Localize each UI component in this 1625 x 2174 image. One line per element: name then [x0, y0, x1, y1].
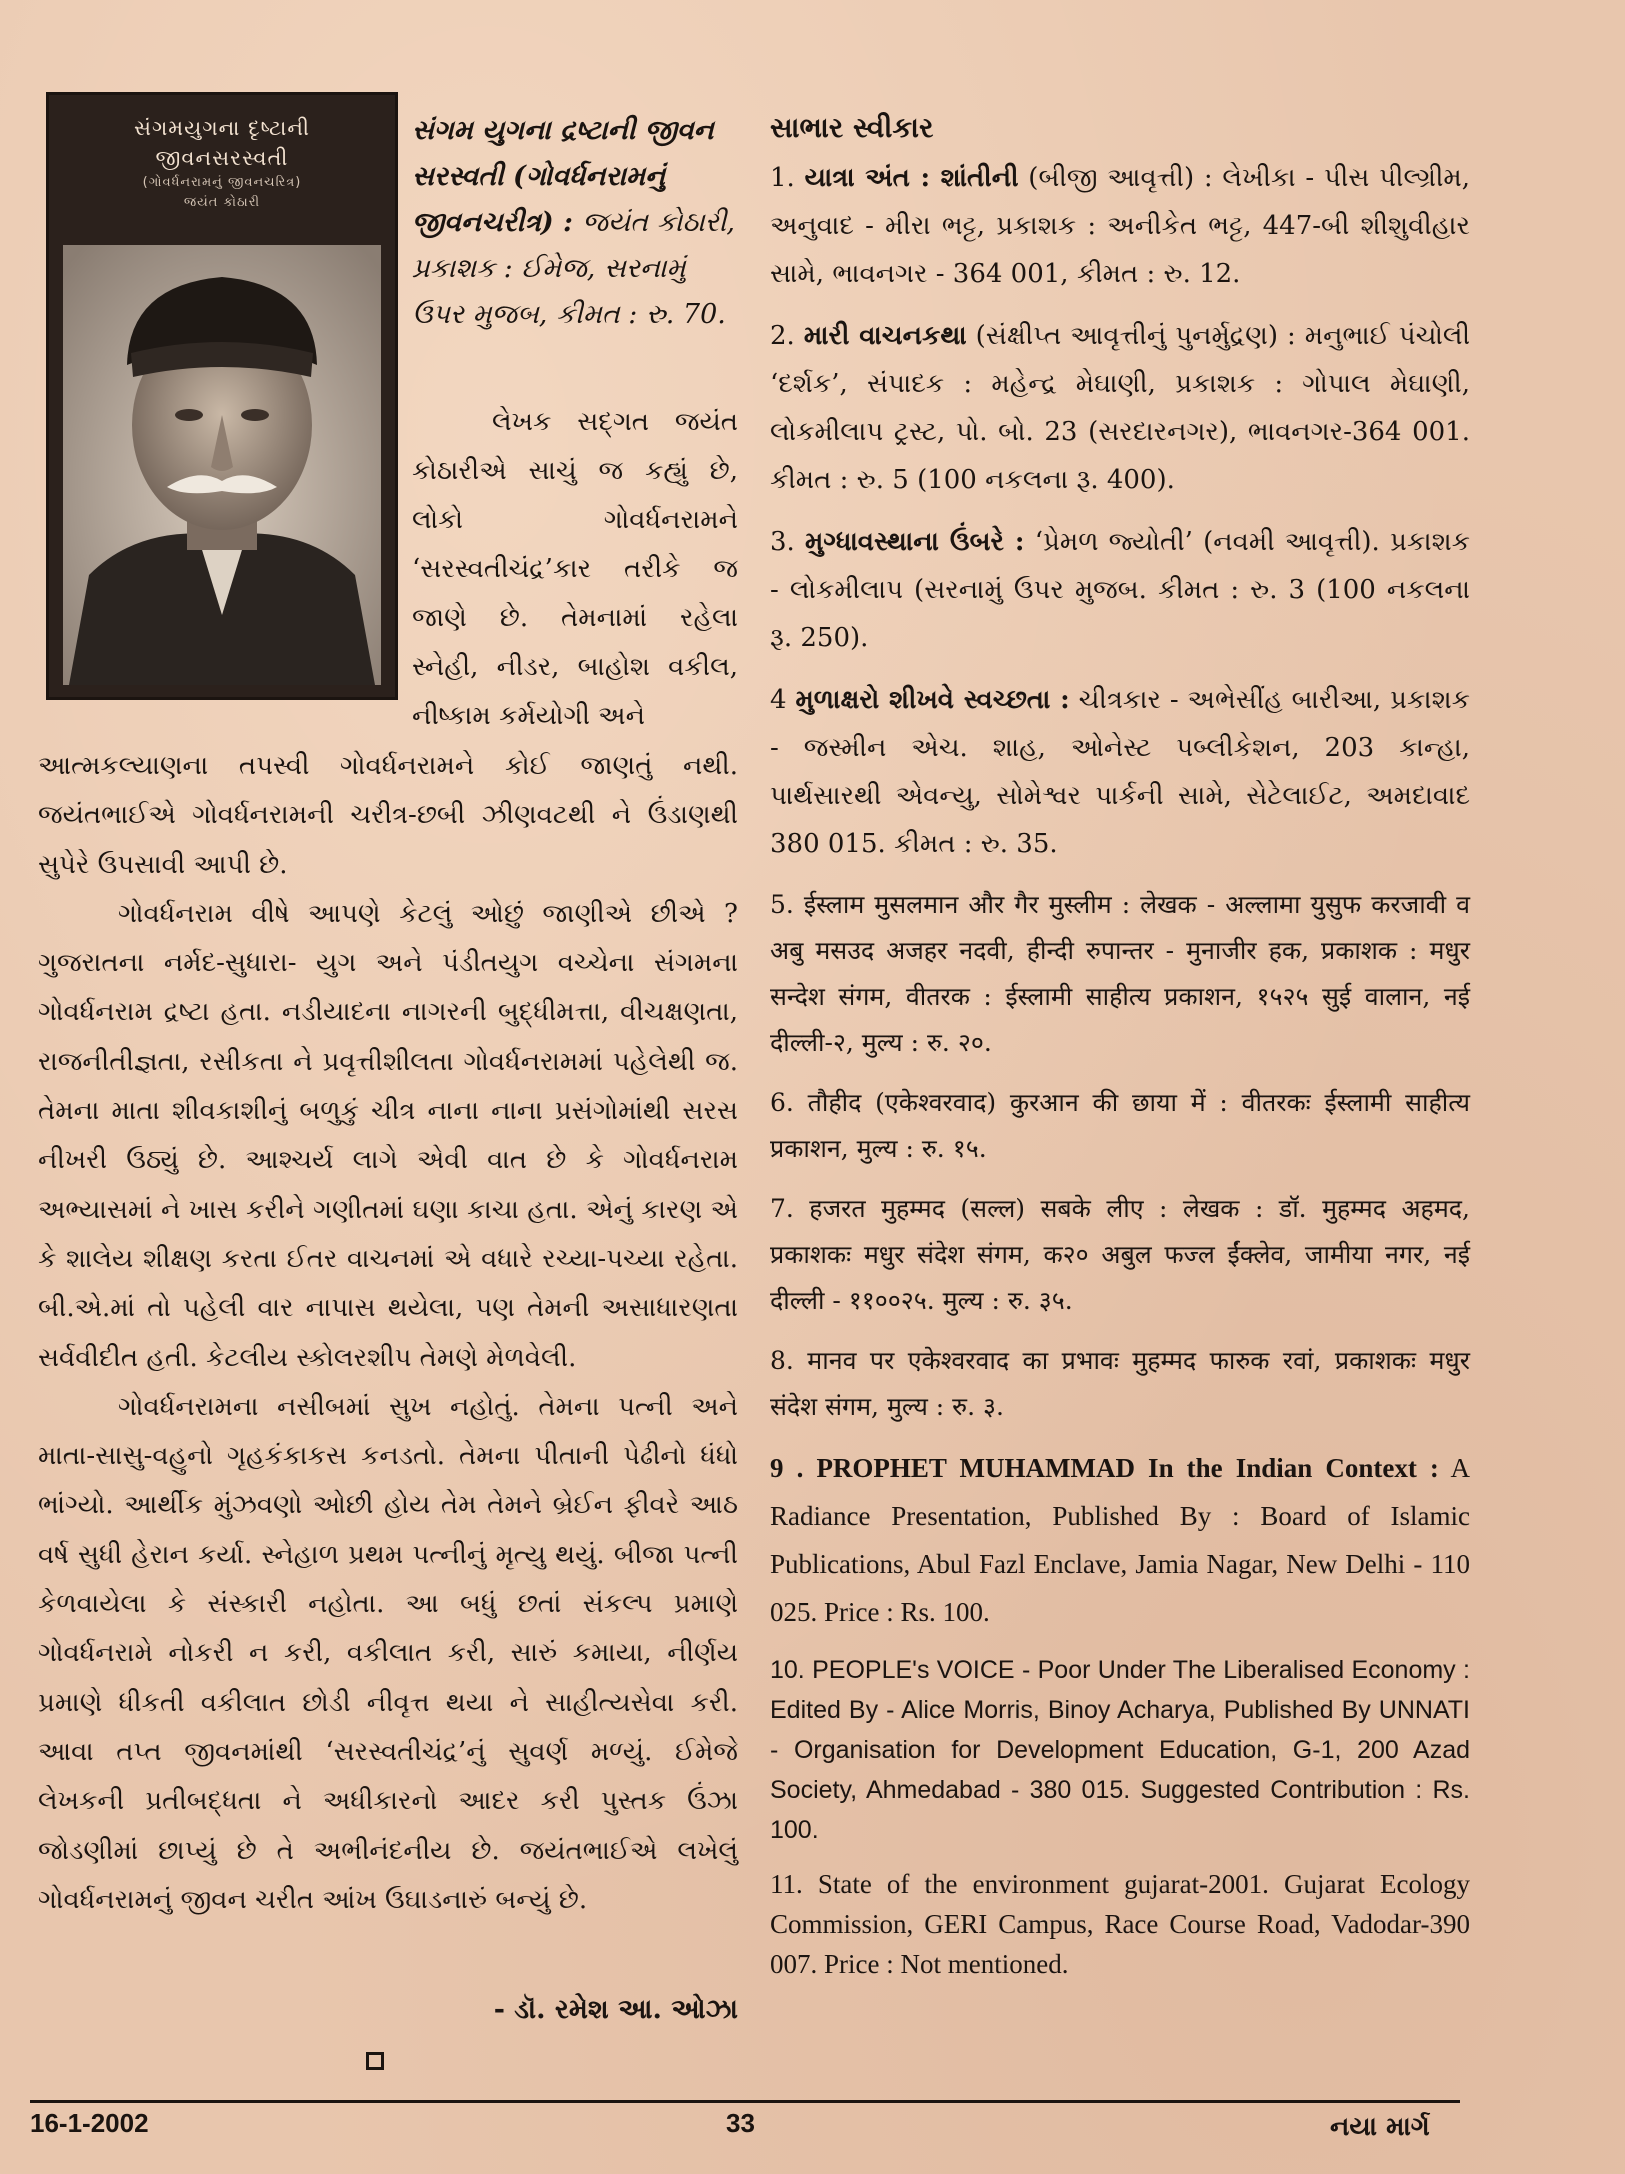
review-book-meta: જયંત કોઠારી, પ્રકાશક : ઈમેજ, સરનામું ઉપર મુજબ, કીમત : રુ. 70.: [412, 207, 735, 330]
book-cover-line2: જીવનસરસ્વતી: [155, 146, 289, 170]
ack-num: 7.: [770, 1194, 794, 1223]
review-book-title: સંગમ યુગના દ્રષ્ટાની જીવન સરસ્વતી (ગોવર્ધનરામનું જીવનચરીત્ર) :: [412, 115, 714, 238]
ack-title: મારી વાચનકથા: [803, 321, 967, 351]
ack-details: ईस्लाम मुसलमान और गैर मुस्लीम : लेखक - अल्लामा युसुफ करजावी व अबु मसउद अजहर नदवी, हीन्दी रुपान्तर - मुनाजीर हक, प्रकाशक : मधुर सन्देश संगम, वीतरक : ईस्लामी साहीत्य प्रकाशन, १५२५ सुई वालान, नई दील्ली-२, मुल्य : रु. २०.: [770, 890, 1470, 1057]
ack-entry-11: [770, 1864, 1470, 1984]
ack-title: મુળાક્ષરો શીખવે સ્વચ્છતા :: [795, 685, 1070, 715]
ack-entry-1: [770, 154, 1470, 298]
end-mark-icon: [366, 2052, 384, 2070]
ack-details: मानव पर एकेश्वरवाद का प्रभावः मुहम्मद फारुक रवां, प्रकाशकः मधुर संदेश संगम, मुल्य : रु. ३.: [770, 1346, 1470, 1421]
book-cover-title: [49, 113, 395, 213]
ack-num: 5.: [770, 890, 794, 919]
ack-num: 8.: [770, 1346, 794, 1375]
ack-entry-4: [770, 676, 1470, 868]
ack-entry-10: [770, 1650, 1470, 1850]
ack-num: 3.: [770, 527, 795, 557]
ack-details: ચીત્રકાર - અભેસીંહ બારીઆ, પ્રકાશક - જસ્મીન એચ. શાહ, ઓનેસ્ટ પબ્લીકેશન, 203 કાન્હા, પાર્થસારથી એવન્યુ, સોમેશ્વર પાર્કની સામે, સેટેલાઈટ, અમદાવાદ 380 015. કીમત : રુ. 35.: [770, 685, 1471, 859]
ack-details: State of the environment gujarat-2001. Gujarat Ecology Commission, GERI Campus, Race Course Road, Vadodar-390 007. Price : Not mentioned.: [770, 1869, 1470, 1979]
ack-entry-3: [770, 518, 1470, 662]
footer-date: 16-1-2002: [30, 2108, 149, 2138]
ack-title: યાત્રા અંત : શાંતીની: [804, 163, 1019, 193]
ack-num: 4: [770, 685, 787, 715]
book-cover-image: [46, 92, 398, 700]
book-cover-line1: સંગમયુગના દૃષ્ટાની: [133, 116, 311, 140]
ack-details: ‘પ્રેમળ જ્યોતી’ (નવમી આવૃત્તી). પ્રકાશક - લોકમીલાપ (સરનામું ઉપર મુજબ. કીમત : રુ. 3 (100 નકલના રૂ. 250).: [770, 527, 1471, 653]
acknowledgements-heading: સાભાર સ્વીકાર: [770, 111, 934, 144]
ack-num: 6.: [770, 1088, 794, 1117]
ack-entry-2: [770, 312, 1470, 504]
book-cover-line3: (ગોવર્ધનરામનું જીવનચરિત્ર): [142, 175, 302, 190]
ack-entry-8: [770, 1338, 1470, 1430]
ack-details: (સંક્ષીપ્ત આવૃત્તીનું પુનર્મુદ્રણ) : મનુભાઈ પંચોલી ‘દર્શક’, સંપાદક : મહેન્દ્ર મેઘાણી, પ્રકાશક : ગોપાલ મેઘાણી, લોકમીલાપ ટ્રસ્ટ, પો. બો. 23 (સરદારનગર), ભાવનગર-364 001. કીમત : રુ. 5 (100 નકલના રૂ. 400).: [770, 321, 1471, 495]
ack-title: મુગ્ધાવસ્થાના ઉંબરે :: [805, 527, 1025, 557]
ack-details: हजरत मुहम्मद (सल्ल) सबके लीए : लेखक : डॉ. मुहम्मद अहमद, प्रकाशकः मधुर संदेश संगम, क२० अबुल फज्ल ईंक्लेव, जामीया नगर, नई दील्ली - ११००२५. मुल्य : रु. ३५.: [770, 1194, 1470, 1315]
ack-entry-7: [770, 1186, 1470, 1324]
review-para2: ગોવર્ધનરામ વીષે આપણે કેટલું ઓછું જાણીએ છીએ ? ગુજરાતના નર્મદ-સુધારા- યુગ અને પંડીતયુગ વચ્ચેના સંગમના ગોવર્ધનરામ દ્રષ્ટા હતા. નડીયાદના નાગરની બુદ્ધીમત્તા, વીચક્ષણતા, રાજનીતીજ્ઞતા, રસીકતા ને પ્રવૃત્તીશીલતા ગોવર્ધનરામમાં પહેલેથી જ. તેમના માતા શીવકાશીનું બળુકું ચીત્ર નાના નાના પ્રસંગોમાંથી સરસ નીખરી ઉઠ્યું છે. આશ્ચર્ય લાગે એવી વાત છે કે ગોવર્ધનરામ અભ્યાસમાં ને ખાસ કરીને ગણીતમાં ઘણા કાચા હતા. એનું કારણ એ કે શાલેય શીક્ષણ કરતા ઈતર વાચનમાં એ વધારે રચ્યા-પચ્યા રહેતા. બી.એ.માં તો પહેલી વાર નાપાસ થયેલા, પણ તેમની અસાધારણતા સર્વવીદીત હતી. કેટલીય સ્કોલરશીપ તેમણે મેળવેલી.: [38, 898, 738, 1373]
magazine-name: નયા માર્ગ: [1330, 2112, 1430, 2142]
ack-details: तौहीद (एकेश्वरवाद) कुरआन की छाया में : वीतरकः ईस्लामी साहीत्य प्रकाशन, मुल्य : रु. १५.: [770, 1088, 1470, 1163]
review-para1-cont: આત્મકલ્યાણના તપસ્વી ગોવર્ધનરામને કોઈ જાણતું નથી. જયંતભાઈએ ગોવર્ધનરામની ચરીત્ર-છબી ઝીણવટથી ને ઉંડાણથી સુપેરે ઉપસાવી આપી છે.: [38, 751, 738, 880]
ack-title: PROPHET MUHAMMAD In the Indian Context :: [816, 1453, 1439, 1483]
book-cover-line4: જયંત કોઠારી: [183, 195, 261, 210]
ack-num: 1.: [770, 163, 795, 193]
ack-num: 2.: [770, 321, 795, 351]
review-signature: - ડૉ. રમેશ આ. ઓઝા: [493, 1994, 738, 2025]
footer-divider: [30, 2100, 1460, 2103]
ack-num: 11.: [770, 1869, 803, 1899]
review-body: [38, 742, 738, 1925]
page-number: 33: [726, 2108, 755, 2138]
ack-details: (બીજી આવૃત્તી) : લેખીકા - પીસ પીલ્ગ્રીમ, અનુવાદ - મીરા ભટ્ટ, પ્રકાશક : અનીકેત ભટ્ટ, 447-બી શીશુવીહાર સામે, ભાવનગર - 364 001, કીમત : રુ. 12.: [770, 163, 1470, 289]
acknowledgements-section: [770, 104, 1470, 1998]
ack-entry-9: [770, 1444, 1470, 1636]
ack-details: PEOPLE's VOICE - Poor Under The Liberalised Economy : Edited By - Alice Morris, Binoy Acharya, Published By UNNATI - Organisation for Development Education, G-1, 200 Azad Society, Ahmedabad - 380 015. Suggested Contribution : Rs. 100.: [770, 1656, 1470, 1844]
ack-num: 9 .: [770, 1453, 804, 1483]
ack-details: A Radiance Presentation, Published By : Board of Islamic Publications, Abul Fazl Enclave, Jamia Nagar, New Delhi - 110 025. Price : Rs. 100.: [770, 1453, 1471, 1627]
review-para3: ગોવર્ધનરામના નસીબમાં સુખ નહોતું. તેમના પત્ની અને માતા-સાસુ-વહુનો ગૃહકંકાકસ કનડતો. તેમના પીતાની પેઢીનો ધંધો ભાંગ્યો. આર્થીક મુંઝવણો ઓછી હોય તેમ તેમને બ્રેઈન ફીવરે આઠ વર્ષ સુધી હેરાન કર્યા. સ્નેહાળ પ્રથમ પત્નીનું મૃત્યુ થયું. બીજા પત્ની કેળવાયેલા કે સંસ્કારી નહોતા. આ બધું છતાં સંકલ્પ પ્રમાણે ગોવર્ધનરામે નોકરી ન કરી, વકીલાત કરી, સારું કમાયા, નીર્ણય પ્રમાણે ધીકતી વકીલાત છોડી નીવૃત્ત થયા ને સાહીત્યસેવા કરી. આવા તપ્ત જીવનમાંથી ‘સરસ્વતીચંદ્ર’નું સુવર્ણ મળ્યું. ઈમેજે લેખકની પ્રતીબદ્ધતા ને અધીકારનો આદર કરી પુસ્તક ઉંઝા જોડણીમાં છાપ્યું છે તે અભીનંદનીય છે. જયંતભાઈએ લખેલું ગોવર્ધનરામનું જીવન ચરીત આંખ ઉઘાડનારું બન્યું છે.: [38, 1391, 738, 1915]
ack-entry-5: [770, 882, 1470, 1066]
ack-num: 10.: [770, 1656, 805, 1684]
review-intro: [412, 108, 738, 338]
ack-entry-6: [770, 1080, 1470, 1172]
review-para1-start: લેખક સદ્ગત જયંત કોઠારીએ સાચું જ કહ્યું છે, લોકો ગોવર્ધનરામને ‘સરસ્વતીચંદ્ર’કાર તરીકે જ જાણે છે. તેમનામાં રહેલા સ્નેહી, નીડર, બાહોશ વકીલ, નીષ્કામ કર્મયોગી અને: [412, 407, 738, 731]
